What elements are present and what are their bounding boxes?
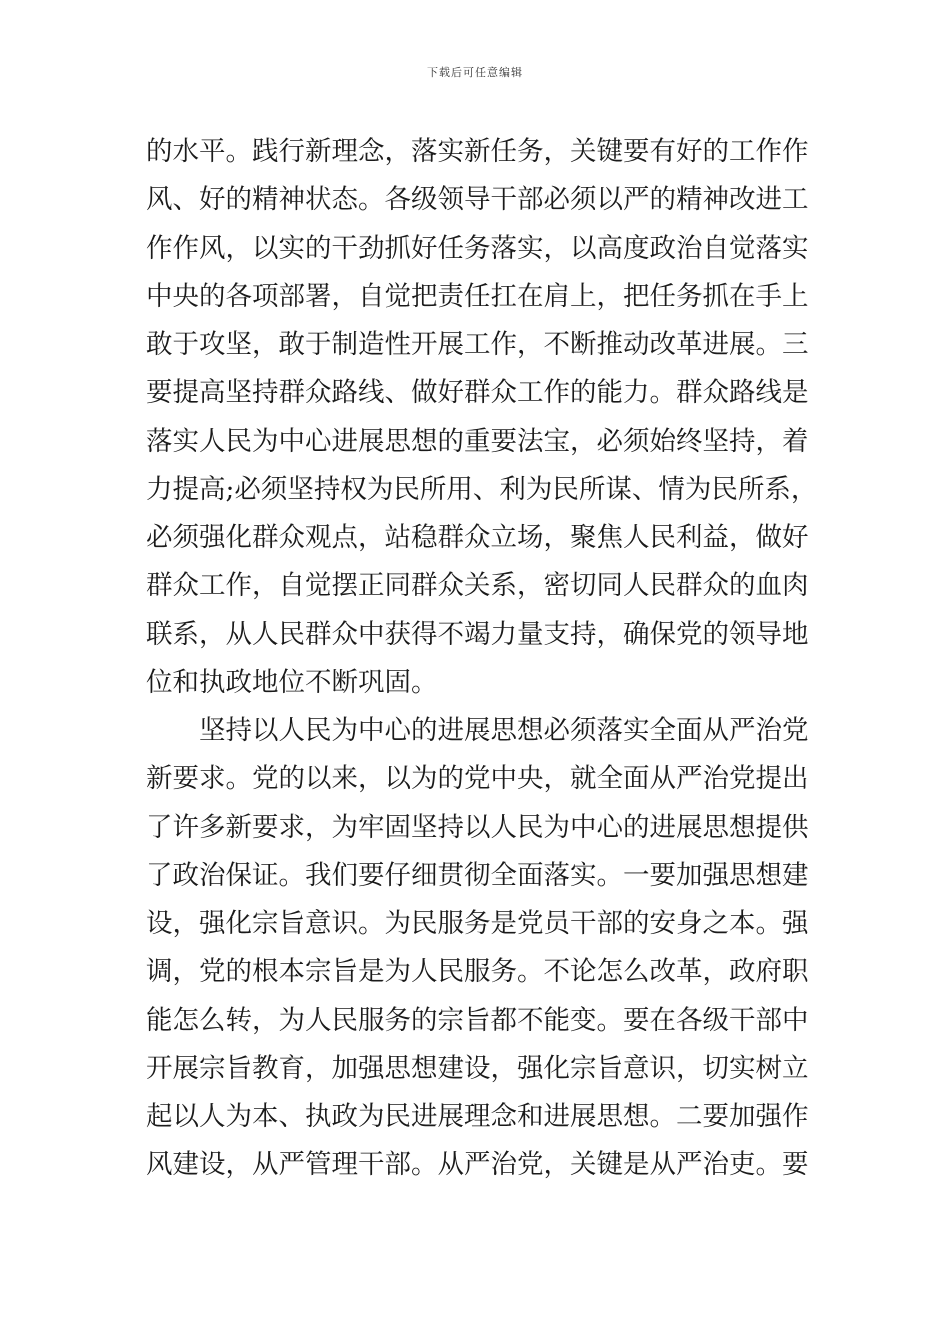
text-line: 位和执政地位不断巩固。 (146, 666, 438, 698)
text-line: 风建设，从严管理干部。从严治党，关键是从严治吏。要 (146, 1149, 809, 1181)
text-line: 联系，从人民群众中获得不竭力量支持，确保党的领导地 (146, 618, 809, 650)
text-line: 新要求。党的以来，以为的党中央，就全面从严治党提出 (146, 763, 809, 795)
paragraph-1 (146, 128, 826, 707)
text-line: 群众工作，自觉摆正同群众关系，密切同人民群众的血肉 (146, 570, 809, 602)
text-line: 设，强化宗旨意识。为民服务是党员干部的安身之本。强 (146, 908, 809, 939)
text-line: 力提高;必须坚持权为民所用、利为民所谋、情为民所系， (146, 473, 818, 505)
page-header: 下载后可任意编辑 (427, 66, 523, 79)
text-line: 要提高坚持群众路线、做好群众工作的能力。群众路线是 (146, 377, 809, 409)
text-line: 风、好的精神状态。各级领导干部必须以严的精神改进工 (146, 184, 809, 216)
text-line: 了许多新要求，为牢固坚持以人民为中心的进展思想提供 (146, 811, 809, 843)
text-line: 的水平。践行新理念，落实新任务，关键要有好的工作作 (146, 136, 809, 167)
text-line: 落实人民为中心进展思想的重要法宝，必须始终坚持，着 (146, 425, 809, 457)
text-line: 中央的各项部署，自觉把责任扛在肩上，把任务抓在手上 (146, 280, 809, 312)
paragraph-2 (146, 707, 826, 1190)
text-line: 必须强化群众观点，站稳群众立场，聚焦人民利益，做好 (146, 522, 809, 553)
text-line: 坚持以人民为中心的进展思想必须落实全面从严治党 (146, 715, 809, 746)
text-line: 开展宗旨教育，加强思想建设，强化宗旨意识，切实树立 (146, 1052, 809, 1084)
text-line: 敢于攻坚，敢于制造性开展工作，不断推动改革进展。三 (146, 329, 809, 360)
text-line: 调，党的根本宗旨是为人民服务。不论怎么改革，政府职 (146, 956, 809, 988)
text-line: 作作风，以实的干劲抓好任务落实，以高度政治自觉落实 (146, 232, 809, 264)
text-line: 起以人为本、执政为民进展理念和进展思想。二要加强作 (146, 1101, 809, 1132)
document-body (146, 128, 826, 1190)
text-line: 能怎么转，为人民服务的宗旨都不能变。要在各级干部中 (146, 1004, 809, 1036)
text-line: 了政治保证。我们要仔细贯彻全面落实。一要加强思想建 (146, 859, 809, 891)
